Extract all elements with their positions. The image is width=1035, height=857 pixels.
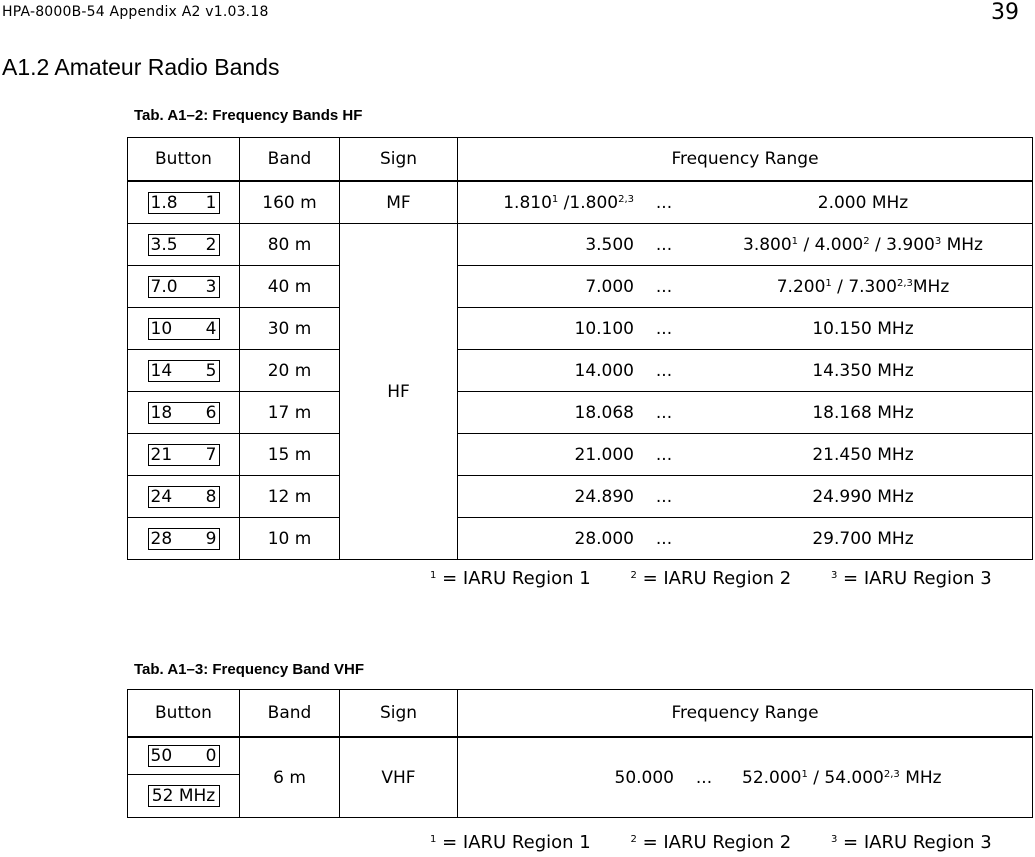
band-button-6m[interactable]: 50 0	[148, 745, 220, 767]
col-header-band: Band	[240, 690, 340, 738]
table-vhf-caption: Tab. A1–3: Frequency Band VHF	[134, 661, 365, 678]
band-cell: 10 m	[240, 518, 340, 560]
footnote-hf: $^1$ = IARU Region 1 $^2$ = IARU Region 2 $^3$ = IARU Region 3	[430, 568, 992, 589]
frequency-cell: 1.810$^1$ /1.800$^{2,3}$ ... 2.000 MHz	[458, 181, 1033, 224]
col-header-band: Band	[240, 138, 340, 182]
band-cell: 12 m	[240, 476, 340, 518]
table-row	[128, 434, 1033, 476]
frequency-cell: 18.068 ... 18.168 MHz	[458, 392, 1033, 434]
band-cell: 160 m	[240, 181, 340, 224]
table-hf-caption: Tab. A1–2: Frequency Bands HF	[134, 107, 363, 124]
frequency-cell: 24.890 ... 24.990 MHz	[458, 476, 1033, 518]
band-cell: 17 m	[240, 392, 340, 434]
band-button-30m[interactable]: 10 4	[148, 318, 220, 340]
frequency-cell: 14.000 ... 14.350 MHz	[458, 350, 1033, 392]
table-row	[128, 308, 1033, 350]
band-button-160m[interactable]: 1.8 1	[148, 192, 220, 214]
col-header-frequency-range: Frequency Range	[458, 690, 1033, 738]
table-header-row	[128, 138, 1033, 182]
band-button-15m[interactable]: 21 7	[148, 444, 220, 466]
page-number: 39	[991, 0, 1019, 25]
band-button-12m[interactable]: 24 8	[148, 486, 220, 508]
col-header-frequency-range: Frequency Range	[458, 138, 1033, 182]
band-button-20m[interactable]: 14 5	[148, 360, 220, 382]
band-cell: 30 m	[240, 308, 340, 350]
band-button-52mhz[interactable]: 52 MHz	[148, 785, 220, 807]
table-row	[128, 392, 1033, 434]
band-cell: 15 m	[240, 434, 340, 476]
table-header-row	[128, 690, 1033, 738]
table-row	[128, 224, 1033, 266]
col-header-button: Button	[128, 690, 240, 738]
sign-cell: MF	[340, 181, 458, 224]
frequency-cell: 50.000 ... 52.000$^1$ / 54.000$^{2,3}$ MHz	[458, 737, 1033, 818]
col-header-button: Button	[128, 138, 240, 182]
band-cell: 40 m	[240, 266, 340, 308]
band-button-17m[interactable]: 18 6	[148, 402, 220, 424]
table-row	[128, 737, 1033, 775]
table-vhf	[127, 689, 1033, 818]
band-cell: 20 m	[240, 350, 340, 392]
frequency-cell: 7.000 ... 7.200$^1$ / 7.300$^{2,3}$MHz	[458, 266, 1033, 308]
table-row	[128, 350, 1033, 392]
sign-cell-merged: HF	[340, 224, 458, 560]
frequency-cell: 3.500 ... 3.800$^1$ / 4.000$^2$ / 3.900$^3$ MHz	[458, 224, 1033, 266]
table-hf	[127, 137, 1033, 560]
band-button-80m[interactable]: 3.5 2	[148, 234, 220, 256]
band-button-10m[interactable]: 28 9	[148, 528, 220, 550]
band-button-40m[interactable]: 7.0 3	[148, 276, 220, 298]
col-header-sign: Sign	[340, 690, 458, 738]
table-row	[128, 518, 1033, 560]
frequency-cell: 21.000 ... 21.450 MHz	[458, 434, 1033, 476]
band-cell: 6 m	[240, 737, 340, 818]
frequency-cell: 10.100 ... 10.150 MHz	[458, 308, 1033, 350]
frequency-cell: 28.000 ... 29.700 MHz	[458, 518, 1033, 560]
band-cell: 80 m	[240, 224, 340, 266]
table-row	[128, 181, 1033, 224]
sign-cell: VHF	[340, 737, 458, 818]
table-row	[128, 476, 1033, 518]
section-title: A1.2 Amateur Radio Bands	[2, 54, 280, 80]
table-row	[128, 266, 1033, 308]
doc-header-id: HPA-8000B-54 Appendix A2 v1.03.18	[2, 4, 269, 20]
col-header-sign: Sign	[340, 138, 458, 182]
footnote-vhf: $^1$ = IARU Region 1 $^2$ = IARU Region 2 $^3$ = IARU Region 3	[430, 832, 992, 853]
